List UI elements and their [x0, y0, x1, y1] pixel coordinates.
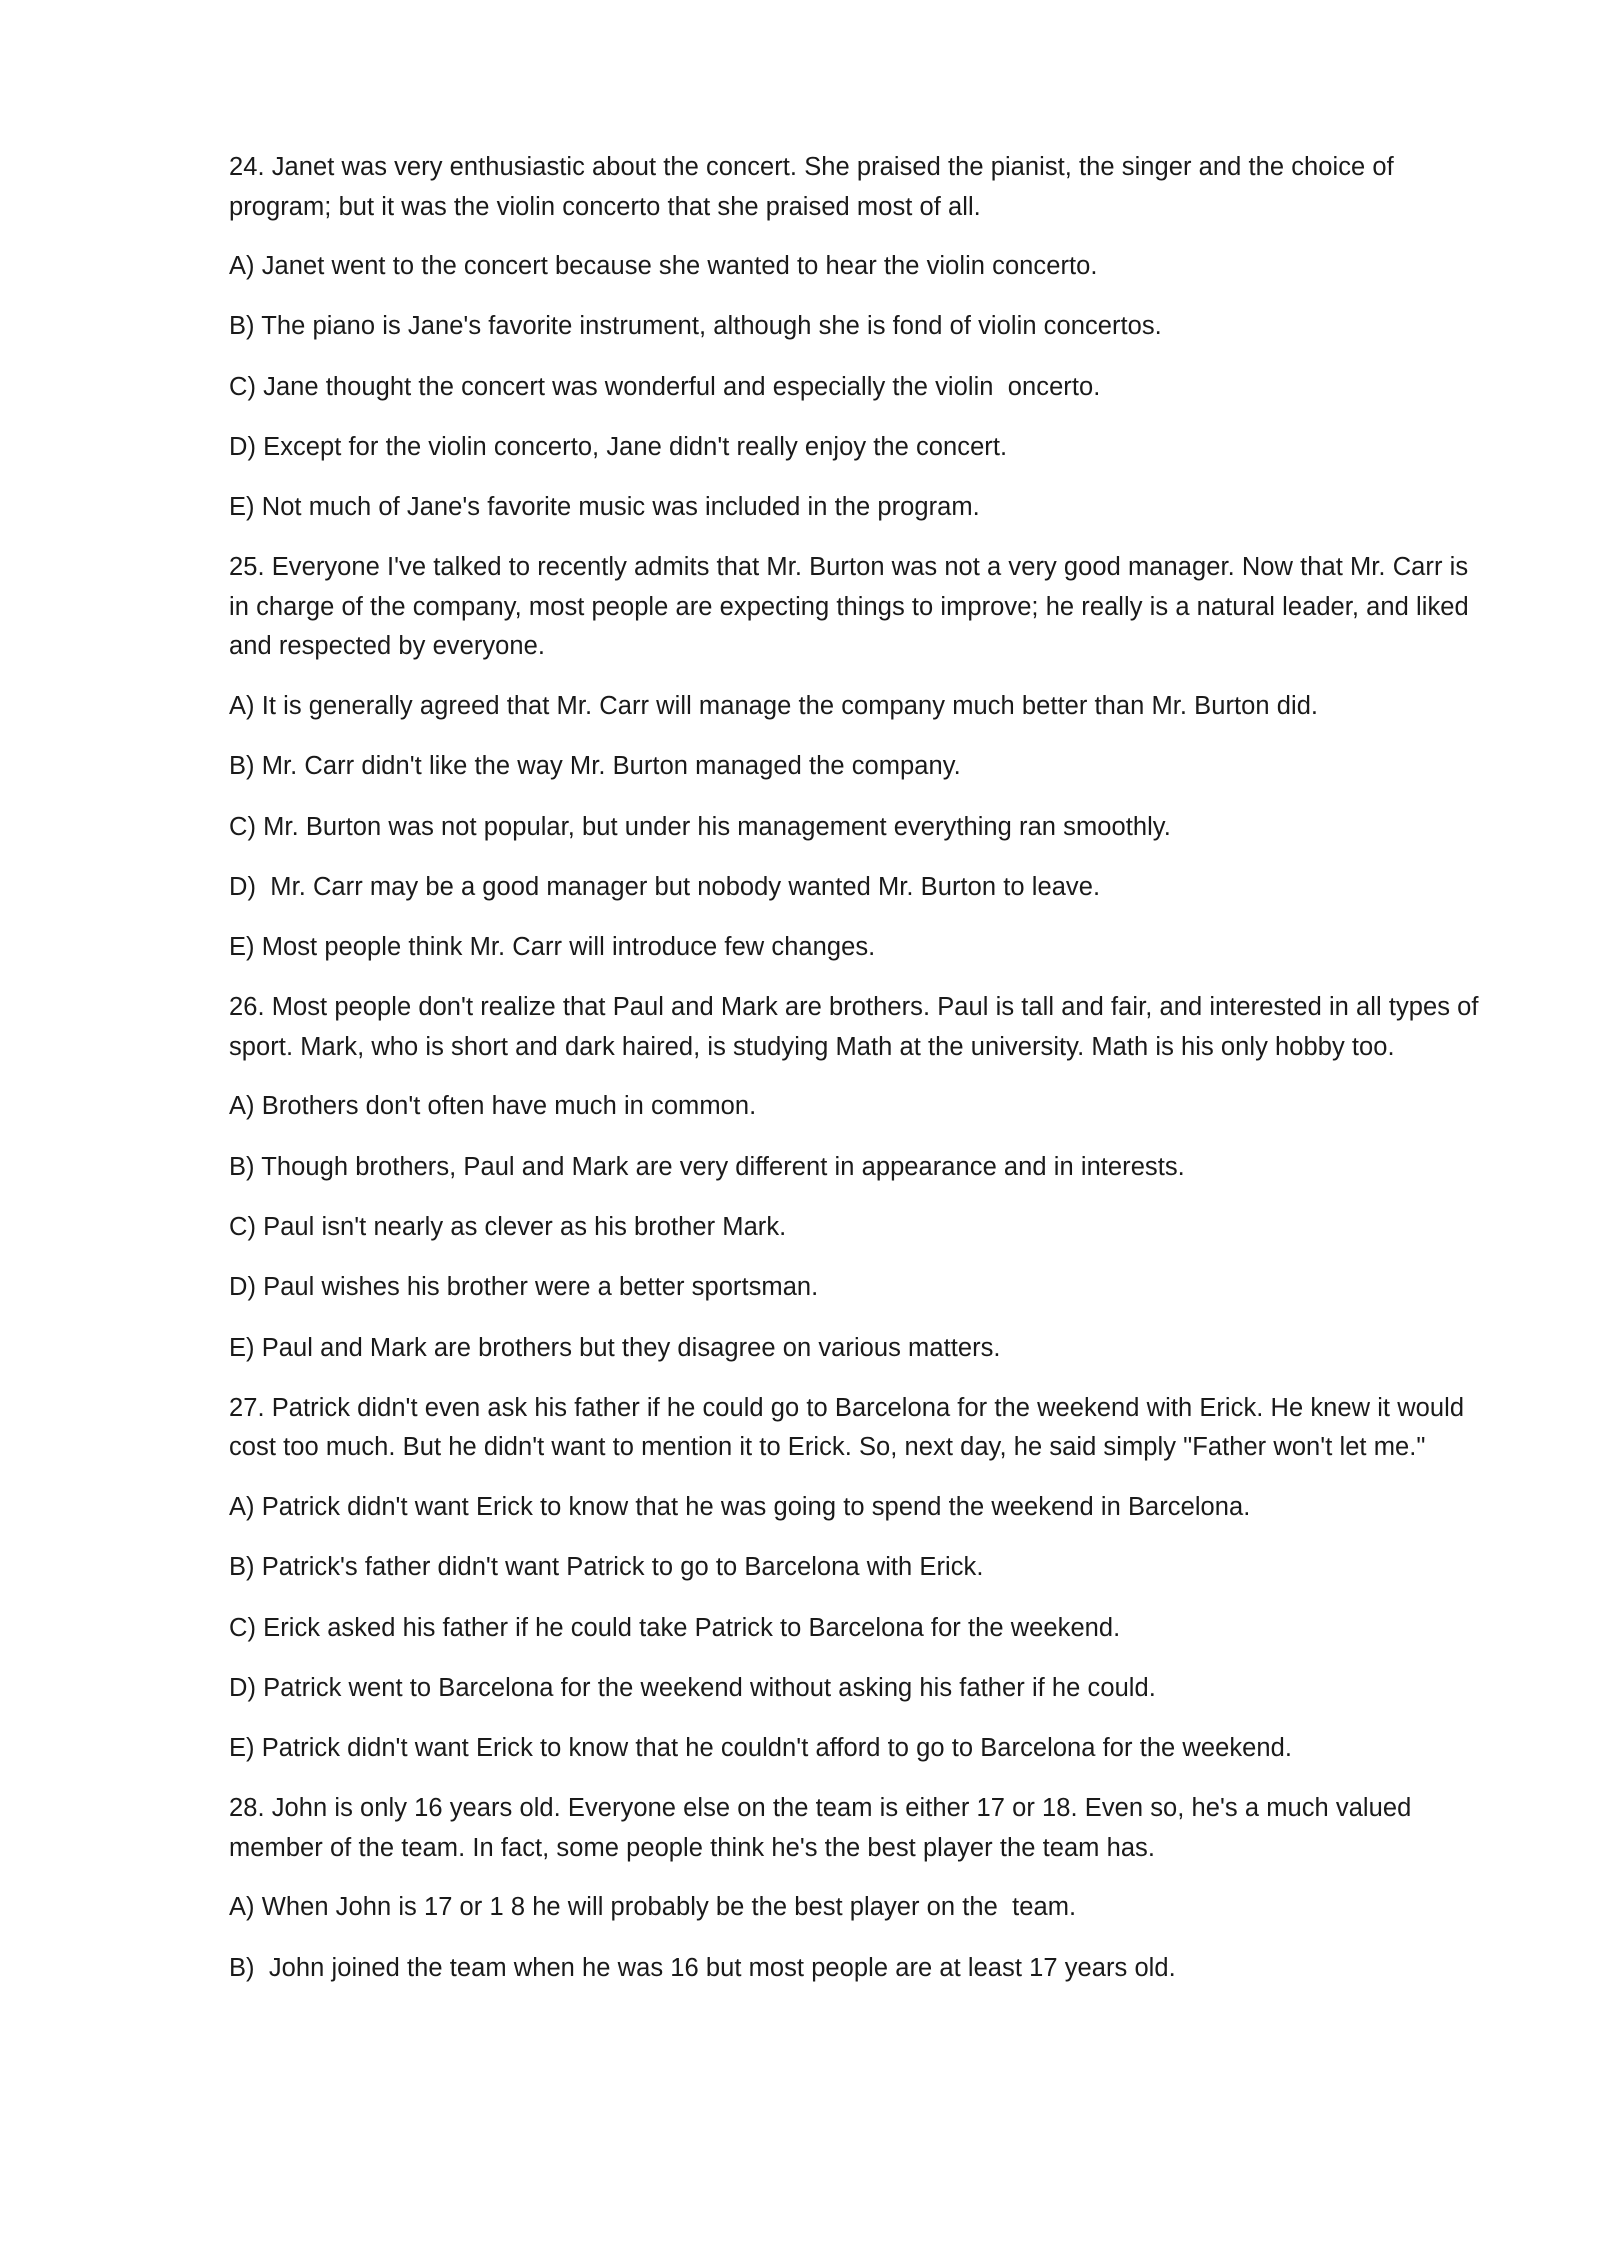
- answer-option-e: E) Most people think Mr. Carr will introduce few changes.: [229, 933, 876, 962]
- answer-option-c: C) Paul isn't nearly as clever as his brother Mark.: [229, 1213, 787, 1242]
- question-27: [229, 1389, 1479, 1769]
- answer-option-b: B) John joined the team when he was 16 but most people are at least 17 years old.: [229, 1953, 1176, 1982]
- answer-option-b: B) The piano is Jane's favorite instrument, although she is fond of violin concertos.: [229, 312, 1162, 341]
- question-stem: 24. Janet was very enthusiastic about the concert. She praised the pianist, the singer and the choice of program; but it was the violin concerto that she praised most of all.: [229, 153, 1394, 221]
- question-stem: 26. Most people don't realize that Paul and Mark are brothers. Paul is tall and fair, and interested in all types of sport. Mark, who is short and dark haired, is studying Math at the university. Math is his only hobby too.: [229, 993, 1479, 1061]
- question-26: [229, 988, 1479, 1368]
- question-stem: 25. Everyone I've talked to recently admits that Mr. Burton was not a very good manager. Now that Mr. Carr is in charge of the company, most people are expecting things to improve; he really is a natural leader, and liked and respected by everyone.: [229, 553, 1469, 661]
- question-stem: 27. Patrick didn't even ask his father if he could go to Barcelona for the weekend with Erick. He knew it would cost too much. But he didn't want to mention it to Erick. So, next day, he said simply "Father won't let me.": [229, 1393, 1465, 1462]
- answer-option-d: D) Patrick went to Barcelona for the weekend without asking his father if he could.: [229, 1673, 1156, 1702]
- answer-option-a: A) Patrick didn't want Erick to know that he was going to spend the weekend in Barcelona.: [229, 1492, 1251, 1521]
- answer-option-a: A) Janet went to the concert because she wanted to hear the violin concerto.: [229, 252, 1098, 280]
- answer-option-b: B) Mr. Carr didn't like the way Mr. Burton managed the company.: [229, 752, 961, 781]
- question-25: [229, 548, 1479, 967]
- answer-option-d: D) Mr. Carr may be a good manager but nobody wanted Mr. Burton to leave.: [229, 872, 1101, 901]
- question-24: [229, 148, 1479, 528]
- answer-option-e: E) Patrick didn't want Erick to know that he couldn't afford to go to Barcelona for the weekend.: [229, 1734, 1292, 1763]
- answer-option-a: A) It is generally agreed that Mr. Carr will manage the company much better than Mr. Burton did.: [229, 691, 1319, 720]
- answer-option-d: D) Except for the violin concerto, Jane didn't really enjoy the concert.: [229, 432, 1008, 461]
- answer-option-d: D) Paul wishes his brother were a better sportsman.: [229, 1273, 819, 1302]
- answer-option-e: E) Paul and Mark are brothers but they disagree on various matters.: [229, 1333, 1001, 1362]
- question-stem: 28. John is only 16 years old. Everyone else on the team is either 17 or 18. Even so, he's a much valued member of the team. In fact, some people think he's the best player the team has.: [229, 1794, 1412, 1862]
- answer-option-c: C) Mr. Burton was not popular, but under his management everything ran smoothly.: [229, 812, 1171, 841]
- answer-option-c: C) Erick asked his father if he could take Patrick to Barcelona for the weekend.: [229, 1613, 1121, 1642]
- page-content: [229, 148, 1479, 2009]
- answer-option-c: C) Jane thought the concert was wonderful and especially the violin oncerto.: [229, 372, 1101, 401]
- question-28: [229, 1789, 1479, 1988]
- answer-option-b: B) Though brothers, Paul and Mark are very different in appearance and in interests.: [229, 1152, 1185, 1181]
- answer-option-e: E) Not much of Jane's favorite music was included in the program.: [229, 493, 980, 522]
- answer-option-a: A) Brothers don't often have much in common.: [229, 1092, 757, 1121]
- answer-option-a: A) When John is 17 or 1 8 he will probably be the best player on the team.: [229, 1893, 1077, 1922]
- answer-option-b: B) Patrick's father didn't want Patrick to go to Barcelona with Erick.: [229, 1553, 984, 1582]
